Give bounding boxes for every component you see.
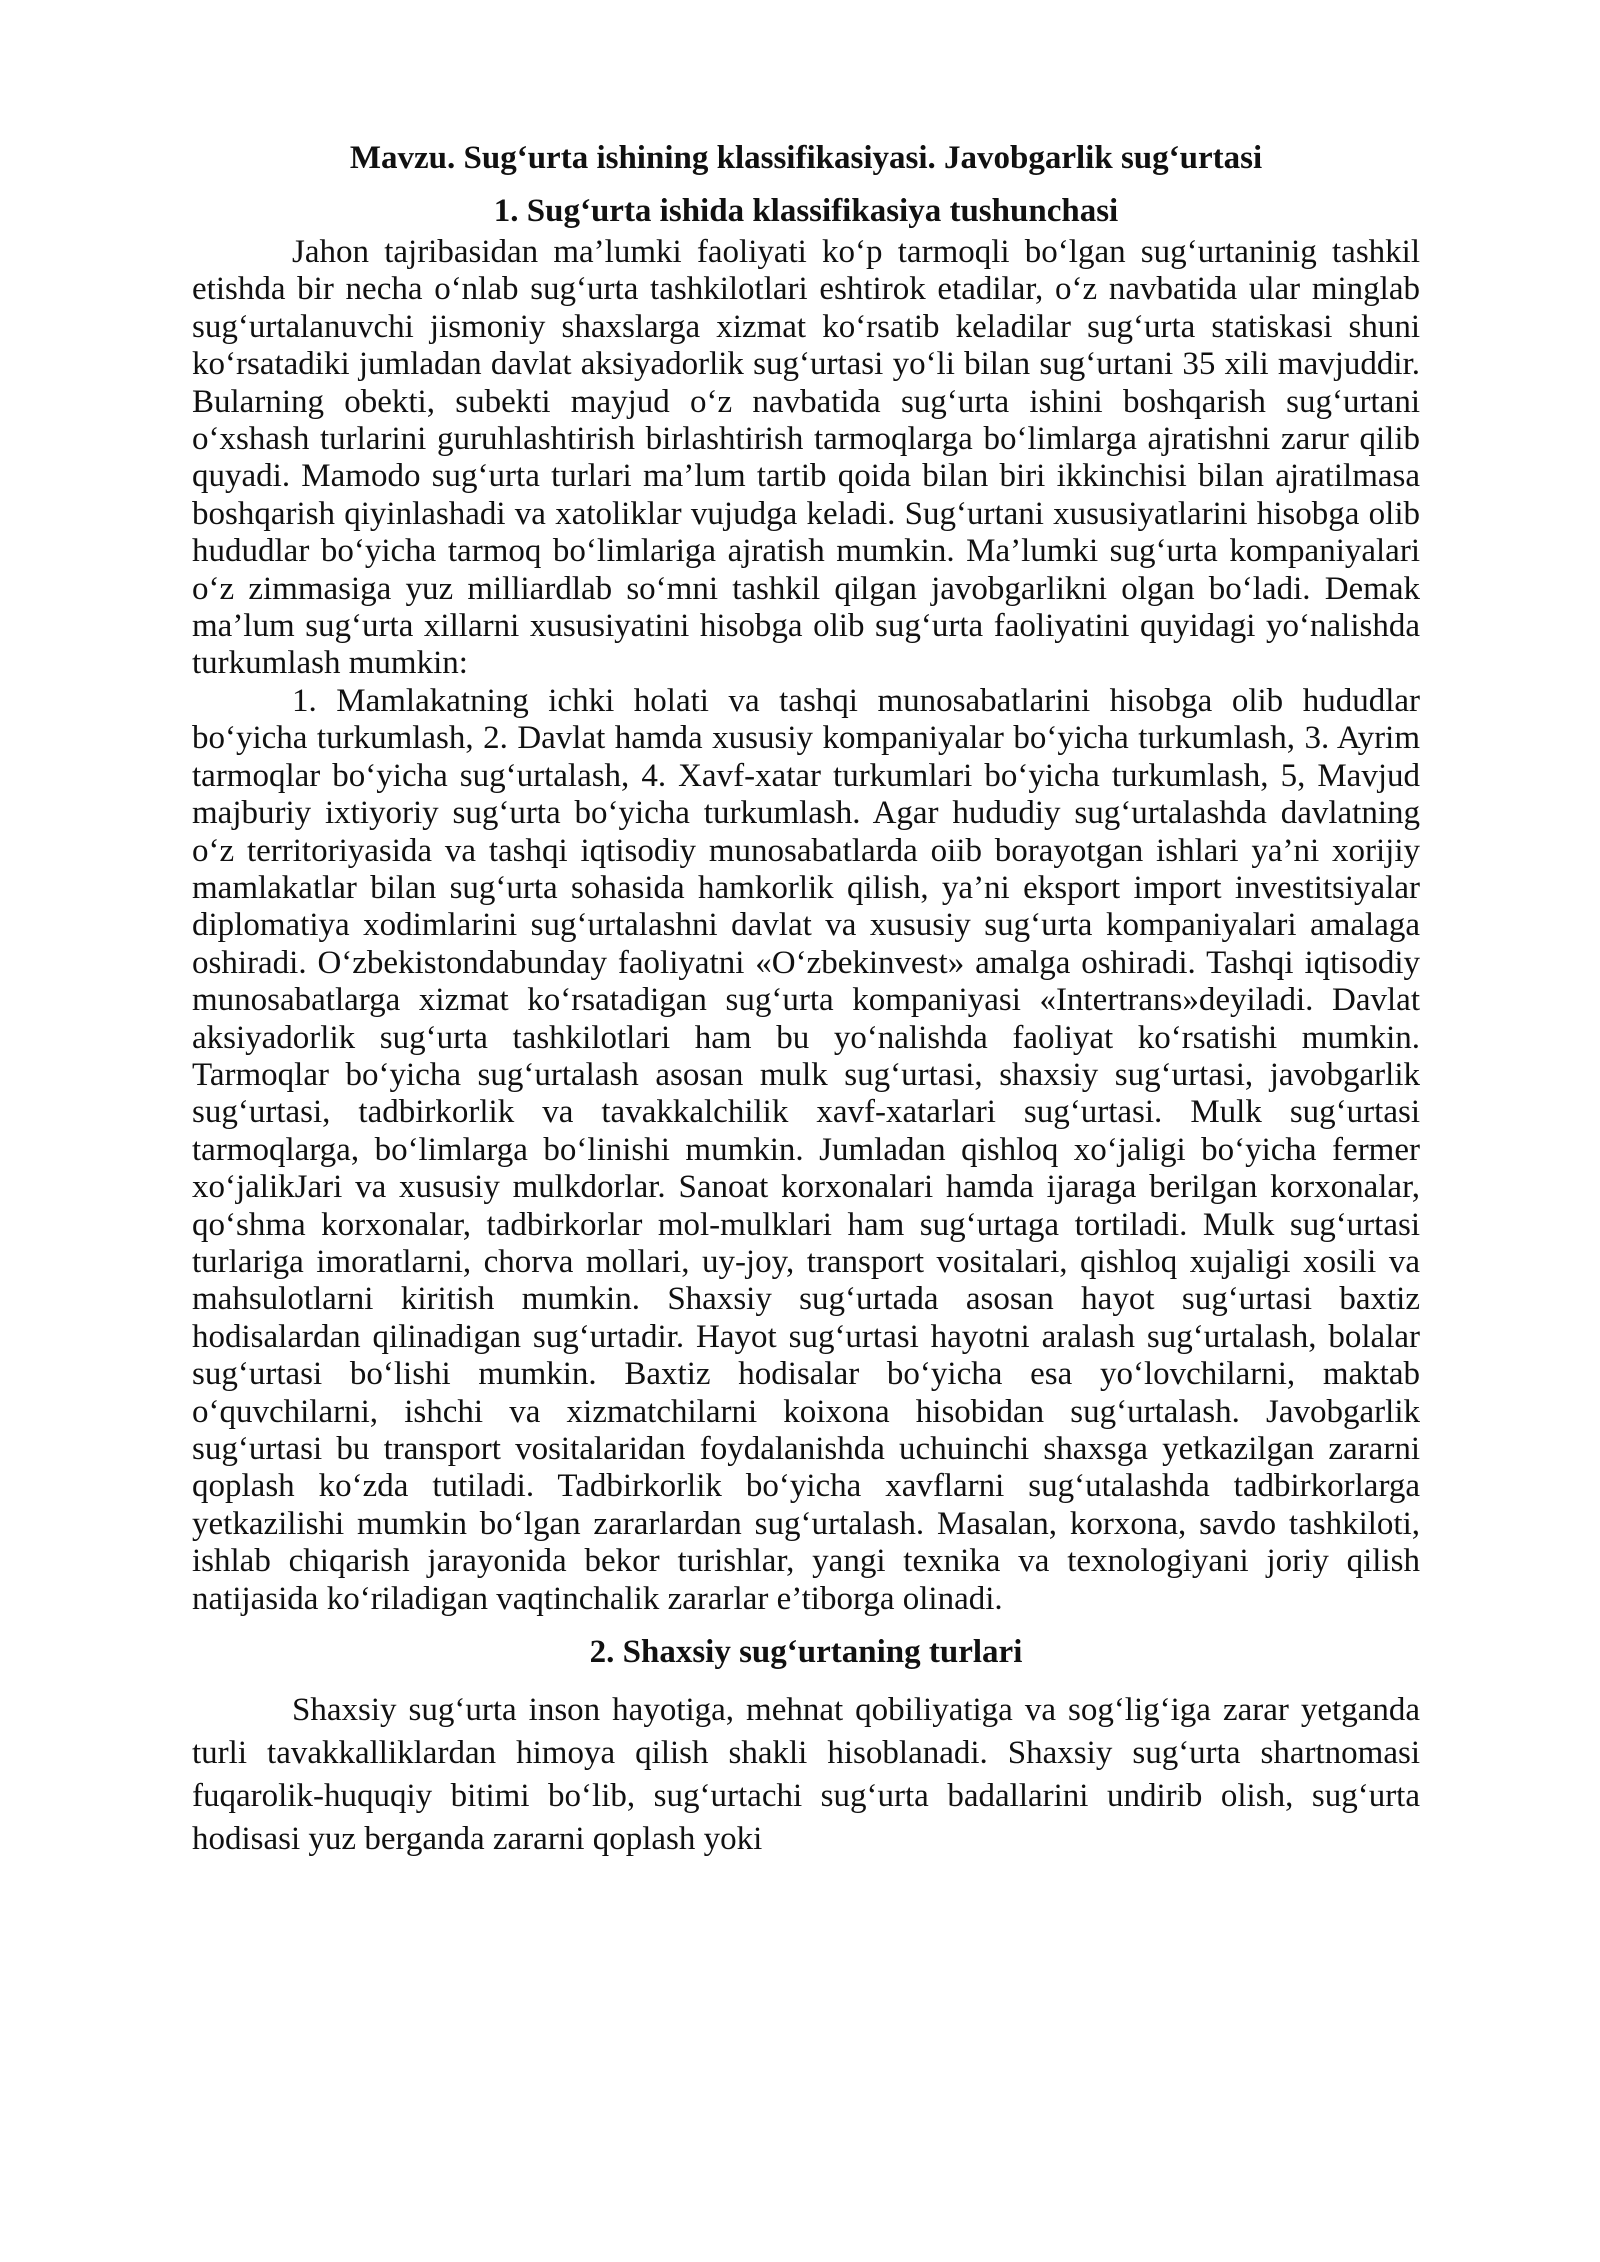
- section-1-paragraph-2: 1. Mamlakatning ichki holati va tashqi munosabatlarini hisobga olib hududlar bo‘yicha turkumlash, 2. Davlat hamda xususiy kompaniyalar bo‘yicha turkumlash, 3. Ayrim tarmoqlar bo‘yicha sug‘urtalash, 4. Xavf-xatar turkumlari bo‘yicha turkumlash, 5, Mavjud majburiy ixtiyoriy sug‘urta bo‘yicha turkumlash. Agar hududiy sug‘urtalashda davlatning o‘z territoriyasida va tashqi iqtisodiy munosabatlarda oiib borayotgan ishlari ya’ni xorijiy mamlakatlar bilan sug‘urta sohasida hamkorlik qilish, ya’ni eksport import investitsiyalar diplomatiya xodimlarini sug‘urtalashni davlat va xususiy sug‘urta kompaniyalari amalaga oshiradi. O‘zbekistondabunday faoliyatni «O‘zbekinvest» amalga oshiradi. Tashqi iqtisodiy munosabatlarga xizmat ko‘rsatadigan sug‘urta kompaniyasi «Intertrans»deyiladi. Davlat aksiyadorlik sug‘urta tashkilotlari ham bu yo‘nalishda faoliyat ko‘rsatishi mumkin. Tarmoqlar bo‘yicha sug‘urtalash asosan mulk sug‘urtasi, shaxsiy sug‘urtasi, javobgarlik sug‘urtasi, tadbirkorlik va tavakkalchilik xavf-xatarlari sug‘urtasi. Mulk sug‘urtasi tarmoqlarga, bo‘limlarga bo‘linishi mumkin. Jumladan qishloq xo‘jaligi bo‘yicha fermer xo‘jalikJari va xususiy mulkdorlar. Sanoat korxonalari hamda ijaraga berilgan korxonalar, qo‘shma korxonalar, tadbirkorlar mol-mulklari ham sug‘urtaga tortiladi. Mulk sug‘urtasi turlariga imoratlarni, chorva mollari, uy-joy, transport vositalari, qishloq xujaligi xosili va mahsulotlarni kiritish mumkin. Shaxsiy sug‘urtada asosan hayot sug‘urtasi baxtiz hodisalardan qilinadigan sug‘urtadir. Hayot sug‘urtasi hayotni aralash sug‘urtalash, bolalar sug‘urtasi bo‘lishi mumkin. Baxtiz hodisalar bo‘yicha esa yo‘lovchilarni, maktab o‘quvchilarni, ishchi va xizmatchilarni koixona hisobidan sug‘urtalash. Javobgarlik sug‘urtasi bu transport vositalaridan foydalanishda uchuinchi shaxsga yetkazilgan zararni qoplash ko‘zda tutiladi. Tadbirkorlik bo‘yicha xavflarni sug‘utalashda tadbirkorlarga yetkazilishi mumkin bo‘lgan zararlardan sug‘urtalash. Masalan, korxona, savdo tashkiloti, ishlab chiqarish jarayonida bekor turishlar, yangi texnika va texnologiyani joriy qilish natijasida ko‘riladigan vaqtinchalik zararlar e’tiborga olinadi.: [192, 682, 1420, 1617]
- document-page: [192, 140, 1420, 1861]
- document-title: Mavzu. Sug‘urta ishining klassifikasiyasi. Javobgarlik sug‘urtasi: [349, 140, 1263, 176]
- section-2-paragraph-1: Shaxsiy sug‘urta inson hayotiga, mehnat qobiliyatiga va sog‘lig‘iga zarar yetganda turli tavakkalliklardan himoya qilish shakli hisoblanadi. Shaxsiy sug‘urta shartnomasi fuqarolik-huquqiy bitimi bo‘lib, sug‘urtachi sug‘urta badallarini undirib olish, sug‘urta hodisasi yuz berganda zararni qoplash yoki: [192, 1692, 1420, 1858]
- section-2-heading: 2. Shaxsiy sug‘urtaning turlari: [589, 1634, 1023, 1671]
- section-1-paragraph-1: Jahon tajribasidan ma’lumki faoliyati ko‘p tarmoqli bo‘lgan sug‘urtaninig tashkil etishda bir necha o‘nlab sug‘urta tashkilotlari eshtirok etadilar, o‘z navbatida ular minglab sug‘urtalanuvchi jismoniy shaxslarga xizmat ko‘rsatib keladilar sug‘urta statiskasi shuni ko‘rsatadiki jumladan davlat aksiyadorlik sug‘urtasi yo‘li bilan sug‘urtani 35 xili mavjuddir. Bularning obekti, subekti mayjud o‘z navbatida sug‘urta ishini boshqarish sug‘urtani o‘xshash turlarini guruhlashtirish birlashtirish tarmoqlarga bo‘limlarga ajratishni zarur qilib quyadi. Mamodo sug‘urta turlari ma’lum tartib qoida bilan biri ikkinchisi bilan ajratilmasa boshqarish qiyinlashadi va xatoliklar vujudga keladi. Sug‘urtani xususiyatlarini hisobga olib hududlar bo‘yicha tarmoq bo‘limlariga ajratish mumkin. Ma’lumki sug‘urta kompaniyalari o‘z zimmasiga yuz milliardlab so‘mni tashkil qilgan javobgarlikni olgan bo‘ladi. Demak ma’lum sug‘urta xillarni xususiyatini hisobga olib sug‘urta faoliyatini quyidagi yo‘nalishda turkumlash mumkin:: [192, 234, 1420, 682]
- section-1-heading: 1. Sug‘urta ishida klassifikasiya tushunchasi: [493, 193, 1119, 229]
